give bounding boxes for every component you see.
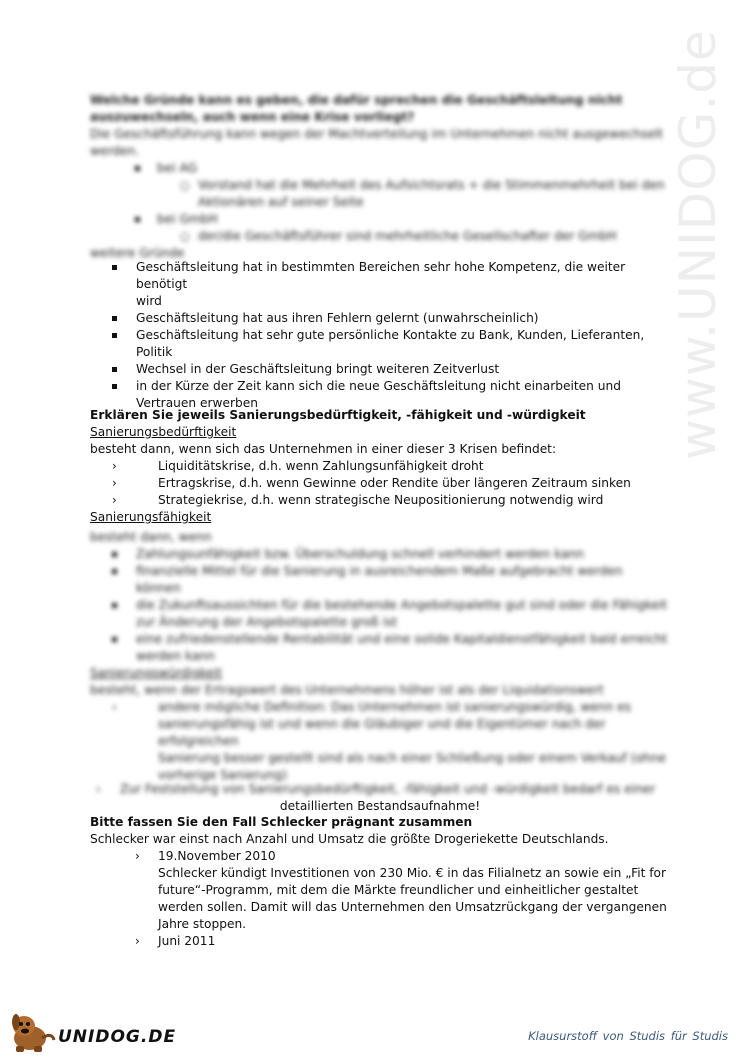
- q1-intro-line2: werden.: [90, 144, 140, 158]
- watermark: www.UNIDOG.de: [669, 29, 727, 460]
- square-bullet-icon: [112, 569, 117, 574]
- square-bullet-icon: [112, 637, 117, 642]
- list-item: › andere mögliche Definition: Das Unternehmen ist sanierungswürdig, wenn es sanierungsfähig ist und wenn die Gläubiger und die Eigentümer nach der erfolgreichen Sanierung besser gestellt sind als nach einer Schließung oder einem Verkauf (ohne vorherige Sanierung): [112, 700, 666, 782]
- chevron-right-icon: ›: [96, 782, 101, 796]
- q1-heading-line1: Welche Gründe kann es geben, die dafür sprechen die Geschäftsleitung nicht: [90, 93, 623, 107]
- list-item: › Liquiditätskrise, d.h. wenn Zahlungsunfähigkeit droht: [112, 459, 484, 473]
- list-item-ag: bei AG: [135, 160, 670, 177]
- list-item: › 19.November 2010 Schlecker kündigt Investitionen von 230 Mio. € in das Filialnetz an sowie ein „Fit for future“-Programm, mit dem die Märkte freundlicher und einheitlicher gestaltet werden sollen. Damit will das Unternehmen den Umsatzrückgang der vergangenen Jahre stoppen.: [135, 849, 667, 931]
- q3-block: [90, 814, 670, 950]
- square-bullet-icon: [112, 367, 117, 372]
- unidog-logo: [6, 1008, 177, 1056]
- list-item: Zahlungsunfähigkeit bzw. Überschuldung schnell verhindert werden kann: [112, 546, 670, 563]
- square-bullet-icon: [112, 265, 117, 270]
- list-item-gmbh: bei GmbH: [135, 211, 670, 228]
- chevron-right-icon: ›: [112, 459, 117, 473]
- circle-bullet-icon: ○: [180, 179, 190, 192]
- list-item: Geschäftsleitung hat aus ihren Fehlern gelernt (unwahrscheinlich): [112, 310, 670, 327]
- list-item: › Juni 2011: [135, 934, 216, 948]
- q2-block: [90, 407, 670, 526]
- q1-heading-line2: auszuwechseln, auch wenn eine Krise vorliegt?: [90, 110, 415, 124]
- sanierungsfaehigkeit-heading: Sanierungsfähigkeit: [90, 510, 212, 524]
- list-item: › Strategiekrise, d.h. wenn strategische Neupositionierung notwendig wird: [112, 493, 604, 507]
- q3-heading: Bitte fassen Sie den Fall Schlecker prägnant zusammen: [90, 815, 473, 829]
- list-item-gmbh-sub: ○ der/die Geschäftsführer sind mehrheitliche Gesellschafter der GmbH: [180, 229, 617, 243]
- q2-note-end: detaillierten Bestandsaufnahme!: [279, 799, 481, 813]
- list-item: Geschäftsleitung hat sehr gute persönliche Kontakte zu Bank, Kunden, Lieferanten, Politik: [112, 327, 670, 361]
- chevron-right-icon: ›: [135, 934, 140, 948]
- logo-text: UNIDOG.DE: [58, 1027, 177, 1047]
- list-item: › Ertragskrise, d.h. wenn Gewinne oder Rendite über längeren Zeitraum sinken: [112, 476, 631, 490]
- list-item: Geschäftsleitung hat in bestimmten Bereichen sehr hohe Kompetenz, die weiter benötigt wird: [112, 259, 670, 310]
- square-bullet-icon: [112, 384, 117, 389]
- chevron-right-icon: ›: [112, 700, 117, 714]
- square-bullet-icon: [112, 316, 117, 321]
- q1-blurred-block: [90, 92, 670, 262]
- chevron-right-icon: ›: [112, 476, 117, 490]
- q2-heading: Erklären Sie jeweils Sanierungsbedürftigkeit, -fähigkeit und -würdigkeit: [90, 408, 586, 422]
- weitere-gruende-label: weitere Gründe: [90, 246, 185, 260]
- square-bullet-icon: [112, 333, 117, 338]
- list-item: die Zukunftsaussichten für die bestehende Angebotspalette gut sind oder die Fähigkeit zur Änderung der Angebotspalette groß ist: [112, 597, 670, 631]
- list-item-ag-sub: ○ Vorstand hat die Mehrheit des Aufsichtsrats + die Stimmenmehrheit bei den Aktionären auf seiner Seite: [180, 178, 665, 209]
- chevron-right-icon: ›: [135, 849, 140, 863]
- footer-tagline: Klausurstoff von Studis für Studis: [528, 1029, 728, 1043]
- circle-bullet-icon: ○: [180, 230, 190, 243]
- reasons-list: [90, 259, 670, 412]
- q1-intro-line1: Die Geschäftsführung kann wegen der Machtverteilung im Unternehmen nicht ausgewechselt: [90, 127, 664, 141]
- sanierungsbeduerftigkeit-text: besteht dann, wenn sich das Unternehmen in einer dieser 3 Krisen befindet:: [90, 442, 557, 456]
- square-bullet-icon: [135, 166, 140, 171]
- q2-note-blurred: › Zur Feststellung von Sanierungsbedürftigkeit, -fähigkeit und -würdigkeit bedarf es einer: [96, 782, 656, 796]
- square-bullet-icon: [112, 603, 117, 608]
- chevron-right-icon: ›: [112, 493, 117, 507]
- q3-intro: Schlecker war einst nach Anzahl und Umsatz die größte Drogeriekette Deutschlands.: [90, 832, 609, 846]
- list-item: in der Kürze der Zeit kann sich die neue Geschäftsleitung nicht einarbeiten und Vertrauen erwerben: [112, 378, 670, 412]
- square-bullet-icon: [135, 217, 140, 222]
- dog-icon: [6, 1008, 58, 1056]
- list-item: Wechsel in der Geschäftsleitung bringt weiteren Zeitverlust: [112, 361, 670, 378]
- square-bullet-icon: [112, 552, 117, 557]
- sanierungsbeduerftigkeit-heading: Sanierungsbedürftigkeit: [90, 425, 237, 439]
- list-item: eine zufriedenstellende Rentabilität und eine solide Kapitaldienstfähigkeit bald erreicht werden kann: [112, 631, 670, 665]
- q2-blurred-block: besteht dann, wenn Zahlungsunfähigkeit bzw. Überschuldung schnell verhindert werden kann finanzielle Mittel für die Sanierung in ausreichendem Maße aufgebracht werden können die Zukunftsaussichten für die bestehende Angebotspalette gut sind oder die Fähigkeit zur Änderung der Angebotspalette groß ist eine zufriedenstellende Rentabilität und eine solide Kapitaldienstfähigkeit bald erreicht werden kann Sanierungswürdigkeit besteht, wenn der Ertragswert des Unternehmens höher ist als der Liquidationswert › andere mögliche Definition: Das Unternehmen ist sanierungswürdig, wenn es sanierungsfähig ist und wenn die Gläubiger und die Eigentümer nach der erfolgreichen Sanierung besser gestellt sind als nach einer Schließung oder einem Verkauf (ohne vorherige Sanierung): [90, 529, 670, 784]
- list-item: finanzielle Mittel für die Sanierung in ausreichendem Maße aufgebracht werden können: [112, 563, 670, 597]
- sanierungswuerdigkeit-heading: Sanierungswürdigkeit: [90, 666, 222, 680]
